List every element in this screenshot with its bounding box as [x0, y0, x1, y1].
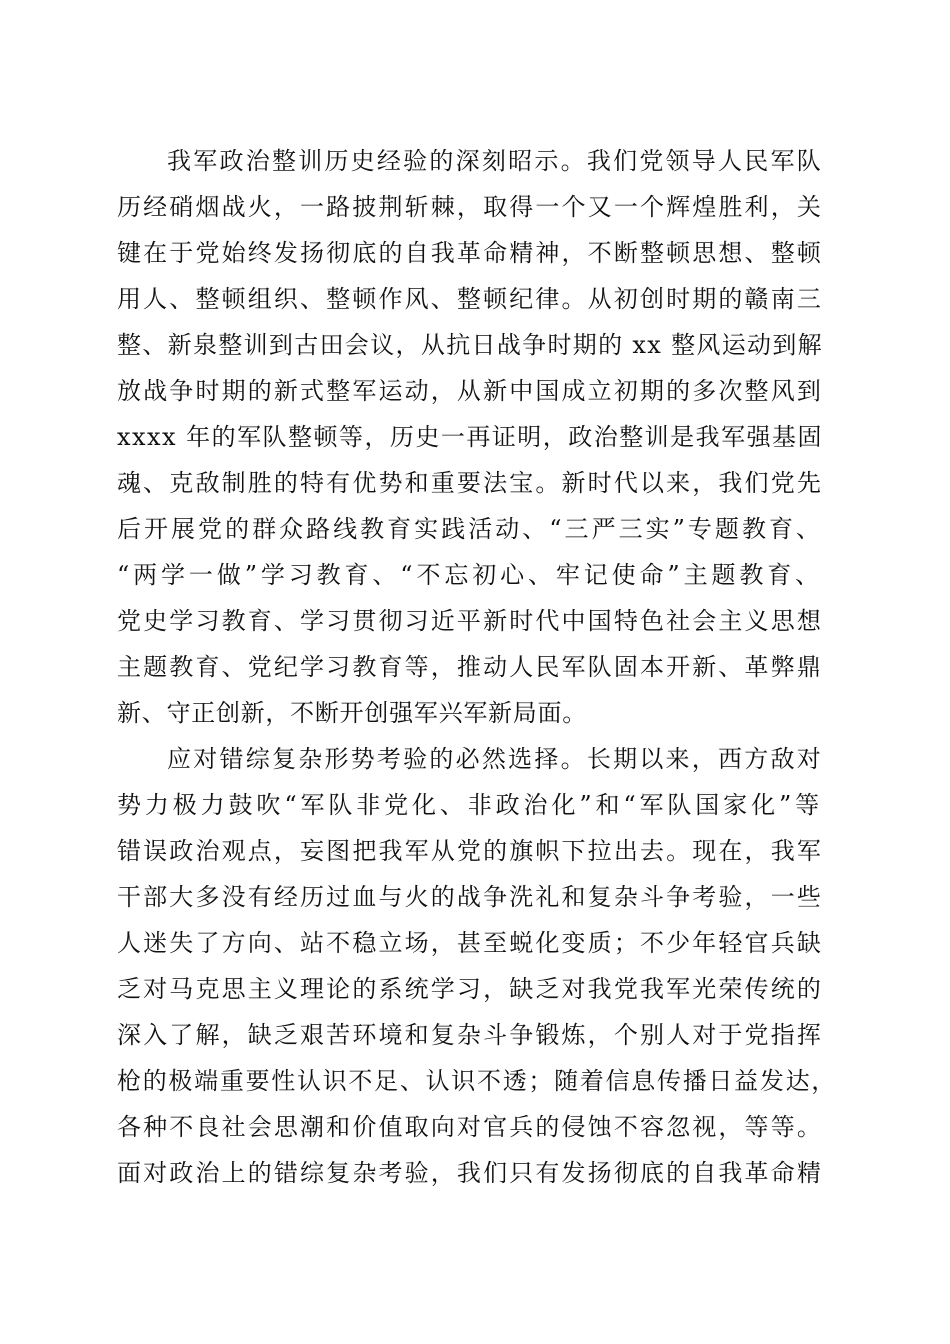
- text-line: xxxx 年的军队整顿等，历史一再证明，政治整训是我军强基固: [117, 423, 823, 451]
- text-line: 各种不良社会思潮和价值取向对官兵的侵蚀不容忽视，等等。: [117, 1113, 823, 1141]
- paragraph-2-line: [0, 923, 950, 963]
- paragraph-1-line: [0, 325, 950, 365]
- paragraph-2-line: [0, 877, 950, 917]
- text-line: 人迷失了方向、站不稳立场，甚至蜕化变质；不少年轻官兵缺: [117, 929, 823, 957]
- text-line: 键在于党始终发扬彻底的自我革命精神，不断整顿思想、整顿: [117, 239, 823, 267]
- text-line: 主题教育、党纪学习教育等，推动人民军队固本开新、革弊鼎: [117, 653, 823, 681]
- text-line: 乏对马克思主义理论的系统学习，缺乏对我党我军光荣传统的: [117, 975, 823, 1003]
- text-line: 新、守正创新，不断开创强军兴军新局面。: [117, 699, 587, 727]
- paragraph-2-line: [0, 1015, 950, 1055]
- text-line: 用人、整顿组织、整顿作风、整顿纪律。从初创时期的赣南三: [117, 285, 823, 313]
- text-line: 党史学习教育、学习贯彻习近平新时代中国特色社会主义思想: [117, 607, 823, 635]
- text-line: 面对政治上的错综复杂考验，我们只有发扬彻底的自我革命精: [117, 1159, 823, 1187]
- paragraph-1-line: [0, 647, 950, 687]
- text-line: 深入了解，缺乏艰苦环境和复杂斗争锻炼，个别人对于党指挥: [117, 1021, 823, 1049]
- text-line: 魂、克敌制胜的特有优势和重要法宝。新时代以来，我们党先: [117, 469, 823, 497]
- paragraph-2-line: [0, 1153, 950, 1193]
- paragraph-1-line: [0, 187, 950, 227]
- paragraph-1-line: [0, 279, 950, 319]
- paragraph-2-line: [0, 785, 950, 825]
- paragraph-1-line: [0, 233, 950, 273]
- paragraph-2-line: [0, 1061, 950, 1101]
- paragraph-1-line: [0, 141, 950, 181]
- text-line: 历经硝烟战火，一路披荆斩棘，取得一个又一个辉煌胜利，关: [117, 193, 823, 221]
- paragraph-1-line: [0, 555, 950, 595]
- paragraph-2-line: [0, 969, 950, 1009]
- paragraph-2-line: [0, 739, 950, 779]
- text-line: 枪的极端重要性认识不足、认识不透；随着信息传播日益发达，: [117, 1067, 837, 1095]
- text-line: 放战争时期的新式整军运动，从新中国成立初期的多次整风到: [117, 377, 823, 405]
- paragraph-1-line: [0, 371, 950, 411]
- paragraph-2-line: [0, 1107, 950, 1147]
- text-line: 势力极力鼓吹“军队非党化、非政治化”和“军队国家化”等: [117, 791, 823, 819]
- paragraph-1-line: [0, 509, 950, 549]
- text-line: 应对错综复杂形势考验的必然选择。长期以来，西方敌对: [167, 745, 823, 773]
- text-line: 后开展党的群众路线教育实践活动、“三严三实”专题教育、: [117, 515, 823, 543]
- paragraph-2-line: [0, 831, 950, 871]
- paragraph-1-line: [0, 463, 950, 503]
- paragraph-1-line-last: [0, 693, 950, 733]
- text-line: 干部大多没有经历过血与火的战争洗礼和复杂斗争考验，一些: [117, 883, 823, 911]
- text-line: 错误政治观点，妄图把我军从党的旗帜下拉出去。现在，我军: [117, 837, 823, 865]
- text-line: 整、新泉整训到古田会议，从抗日战争时期的 xx 整风运动到解: [117, 331, 823, 359]
- paragraph-1-line: [0, 417, 950, 457]
- paragraph-1-line: [0, 601, 950, 641]
- text-line: 我军政治整训历史经验的深刻昭示。我们党领导人民军队: [167, 147, 823, 175]
- text-line: “两学一做”学习教育、“不忘初心、牢记使命”主题教育、: [117, 561, 823, 589]
